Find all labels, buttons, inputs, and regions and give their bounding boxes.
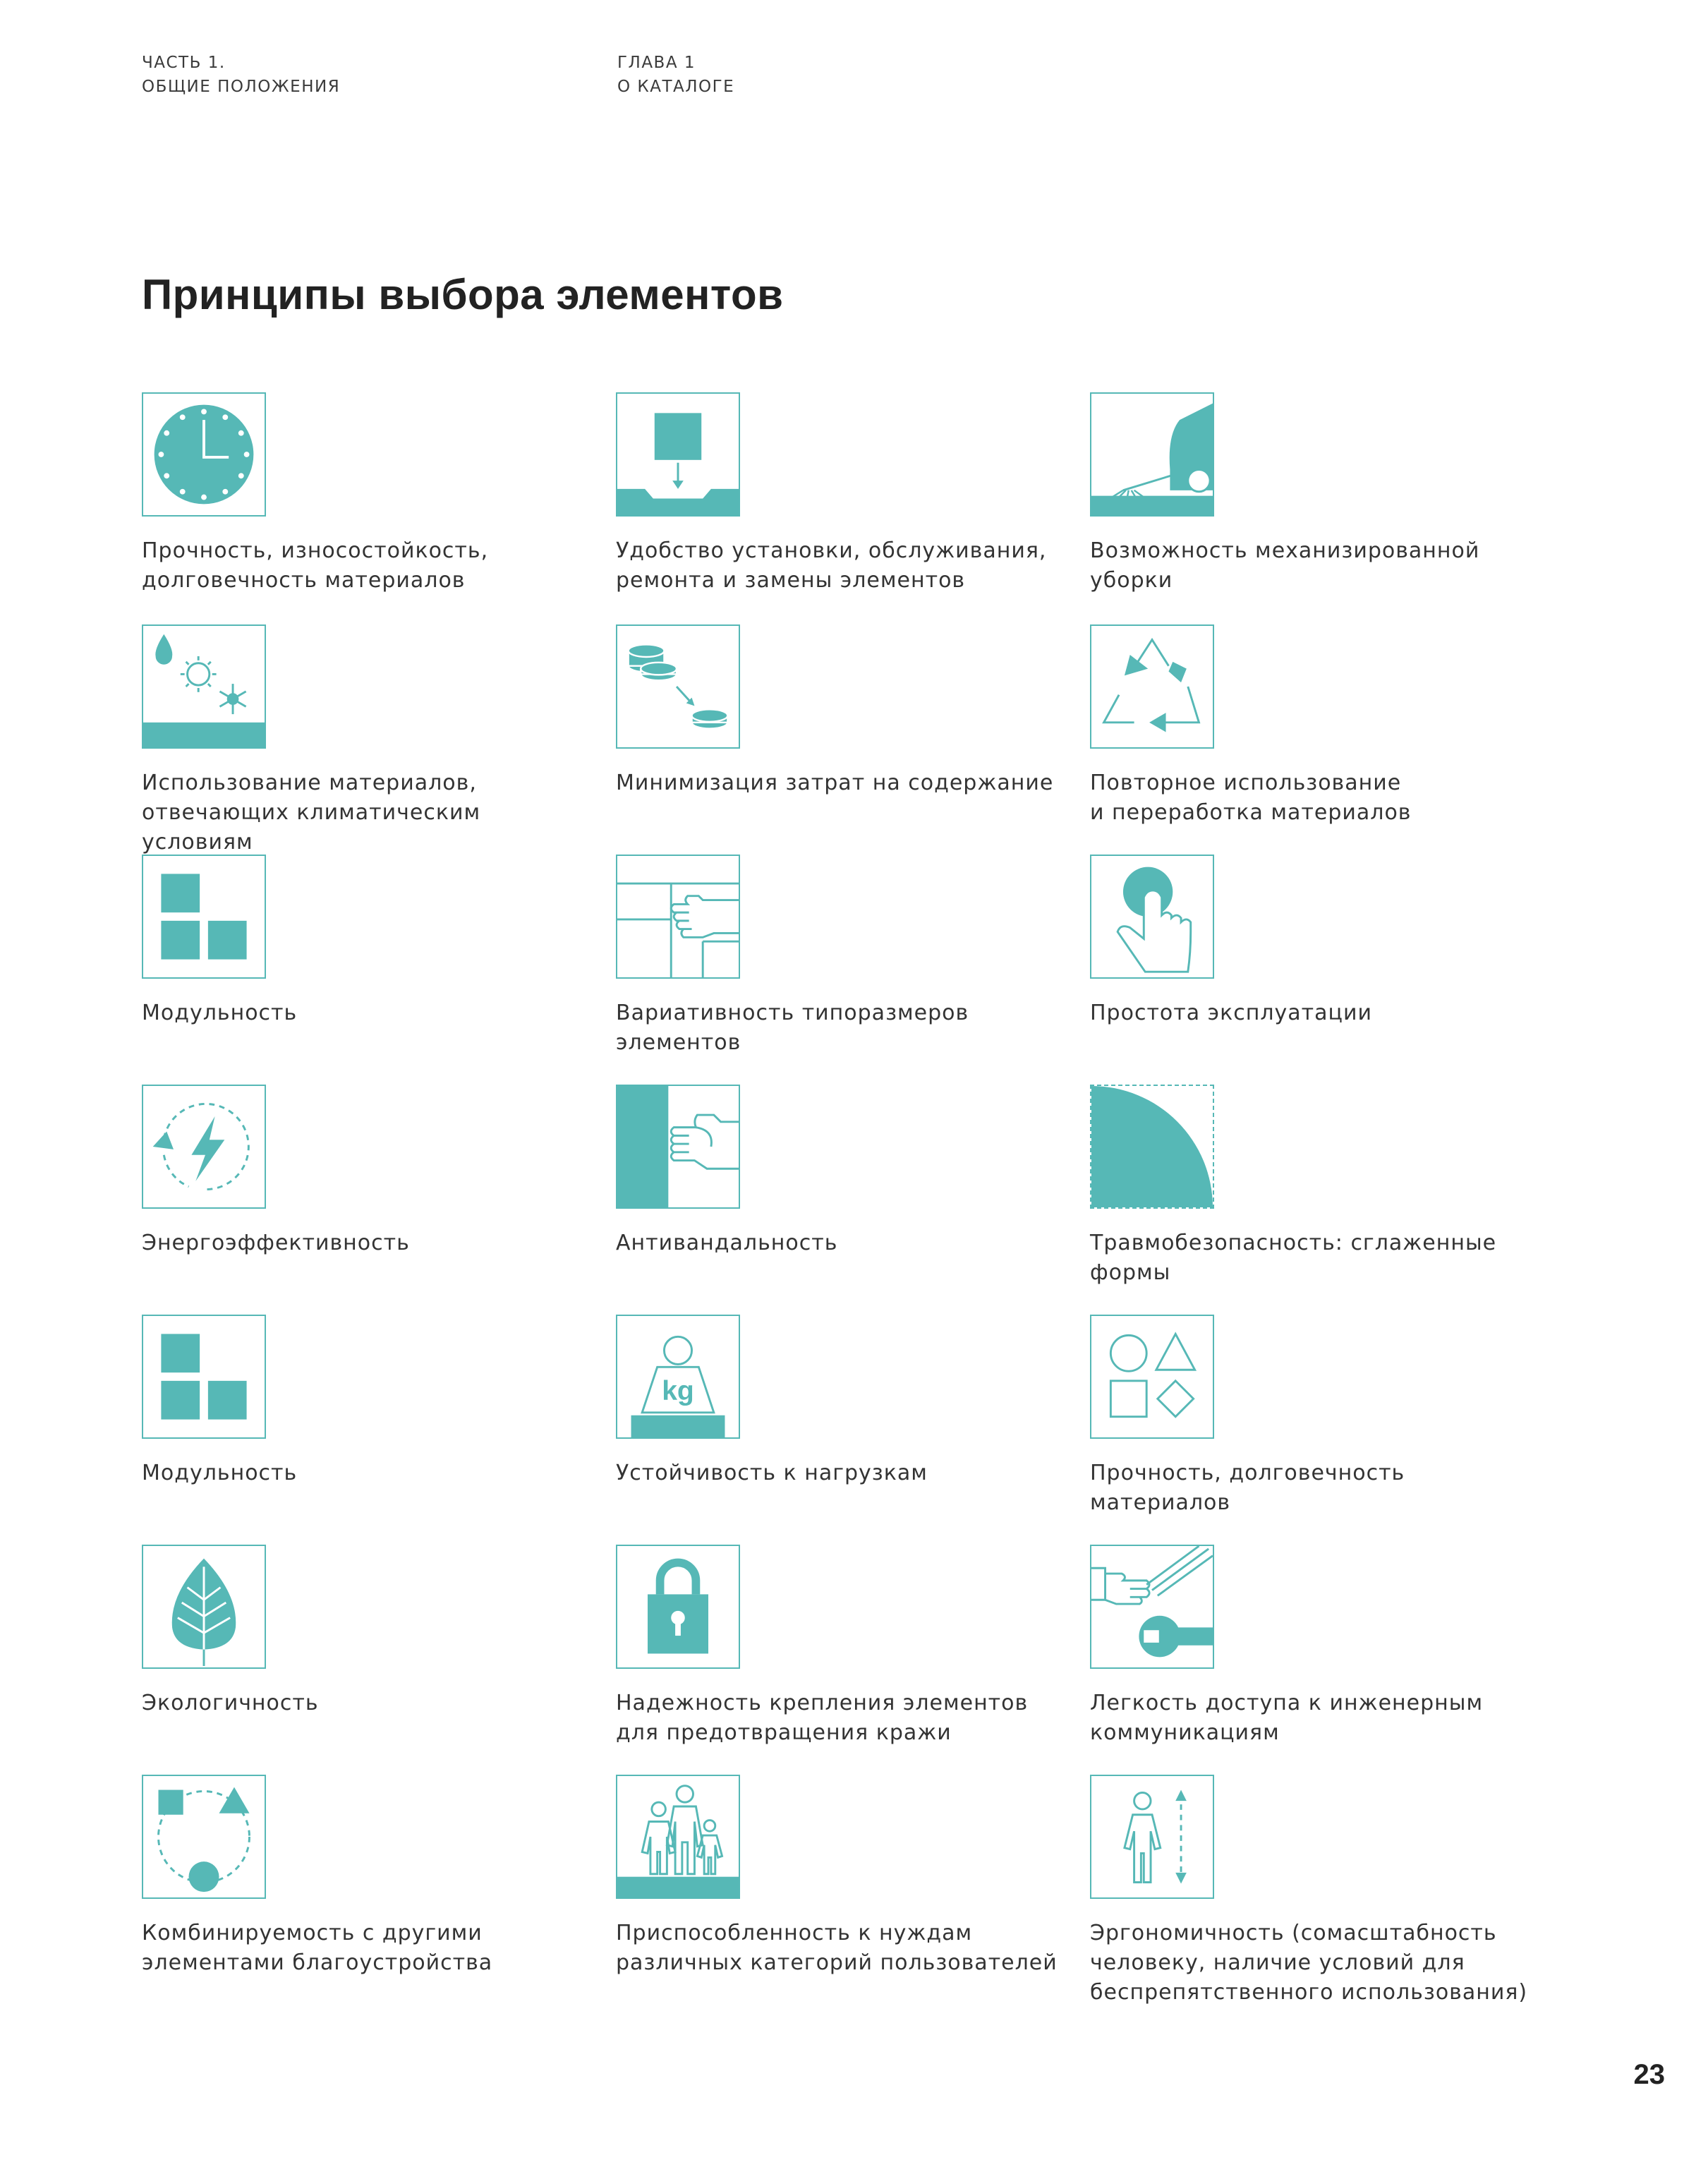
principle-label: Удобство установки, обслуживания, ремонта и замены элементов [616, 538, 1047, 593]
principle-label: Простота эксплуатации [1090, 1001, 1372, 1025]
principle-label: Модульность [142, 1001, 298, 1025]
principle-item [142, 1315, 593, 1488]
principle-item [616, 392, 1067, 596]
principle-label: Легкость доступа к инженерным коммуникациям [1090, 1691, 1484, 1745]
climate-icon [142, 624, 266, 749]
principle-label: Эргономичность (сомасштабность человеку, наличие условий для беспрепятственного использования) [1090, 1921, 1528, 2005]
coins-icon [616, 624, 740, 749]
principle-item [142, 624, 593, 857]
wrench-hand-icon [1090, 1545, 1214, 1669]
combination-icon [142, 1775, 266, 1899]
principle-label: Модульность [142, 1461, 298, 1485]
principle-item [1090, 1085, 1542, 1288]
principle-item [616, 1315, 1067, 1488]
leaf-icon [142, 1545, 266, 1669]
running-header-part-title: ОБЩИЕ ПОЛОЖЕНИЯ [142, 78, 341, 96]
modules-icon [142, 1315, 266, 1439]
principle-item [1090, 1315, 1542, 1518]
principle-label: Минимизация затрат на содержание [616, 771, 1054, 795]
energy-icon [142, 1085, 266, 1209]
padlock-icon [616, 1545, 740, 1669]
principle-label: Вариативность типоразмеров элементов [616, 1001, 969, 1055]
page-title: Принципы выбора элементов [142, 271, 784, 318]
principle-item [1090, 1545, 1542, 1748]
principle-item [142, 1775, 593, 1978]
principle-item [616, 1085, 1067, 1258]
principle-item [1090, 624, 1542, 828]
running-header-part-number: ЧАСТЬ 1. [142, 54, 226, 72]
running-header-chapter-title: О КАТАЛОГЕ [617, 78, 735, 96]
principle-item [142, 1545, 593, 1718]
running-header-part [142, 51, 340, 99]
family-icon [616, 1775, 740, 1899]
running-header-chapter [617, 51, 734, 99]
principle-item [1090, 1775, 1542, 2008]
principle-label: Использование материалов, отвечающих климатическим условиям [142, 771, 481, 855]
modules-icon [142, 855, 266, 979]
finger-press-icon [1090, 855, 1214, 979]
shapes-icon [1090, 1315, 1214, 1439]
fist-wall-icon [616, 1085, 740, 1209]
principle-label: Комбинируемость с другими элементами благоустройства [142, 1921, 493, 1975]
principle-item [142, 1085, 593, 1258]
running-header-chapter-number: ГЛАВА 1 [617, 54, 696, 72]
principle-label: Надежность крепления элементов для предотвращения кражи [616, 1691, 1029, 1745]
hand-sizes-icon [616, 855, 740, 979]
principle-item [1090, 392, 1542, 596]
principle-item [616, 1545, 1067, 1748]
principle-item [1090, 855, 1542, 1028]
principle-label: Антивандальность [616, 1231, 838, 1255]
principle-item [142, 855, 593, 1028]
principle-label: Прочность, износостойкость, долговечность материалов [142, 538, 489, 593]
principle-label: Энергоэффективность [142, 1231, 410, 1255]
svg-text:kg: kg [662, 1376, 694, 1407]
principle-label: Экологичность [142, 1691, 319, 1715]
principle-item [616, 1775, 1067, 1978]
page-number: 23 [1633, 2059, 1665, 2090]
principle-label: Повторное использование и переработка материалов [1090, 771, 1412, 825]
street-sweeper-icon [1090, 392, 1214, 517]
clock-icon [142, 392, 266, 517]
installation-icon [616, 392, 740, 517]
principle-label: Возможность механизированной уборки [1090, 538, 1480, 593]
principle-item [142, 392, 593, 596]
recycle-icon [1090, 624, 1214, 749]
weight-icon [616, 1315, 740, 1439]
principle-label: Устойчивость к нагрузкам [616, 1461, 928, 1485]
rounded-corner-icon [1090, 1085, 1214, 1209]
principle-label: Травмобезопасность: сглаженные формы [1090, 1231, 1497, 1285]
ergonomics-icon [1090, 1775, 1214, 1899]
principle-item [616, 624, 1067, 798]
principle-label: Приспособленность к нуждам различных категорий пользователей [616, 1921, 1058, 1975]
principle-item [616, 855, 1067, 1058]
principle-label: Прочность, долговечность материалов [1090, 1461, 1405, 1515]
